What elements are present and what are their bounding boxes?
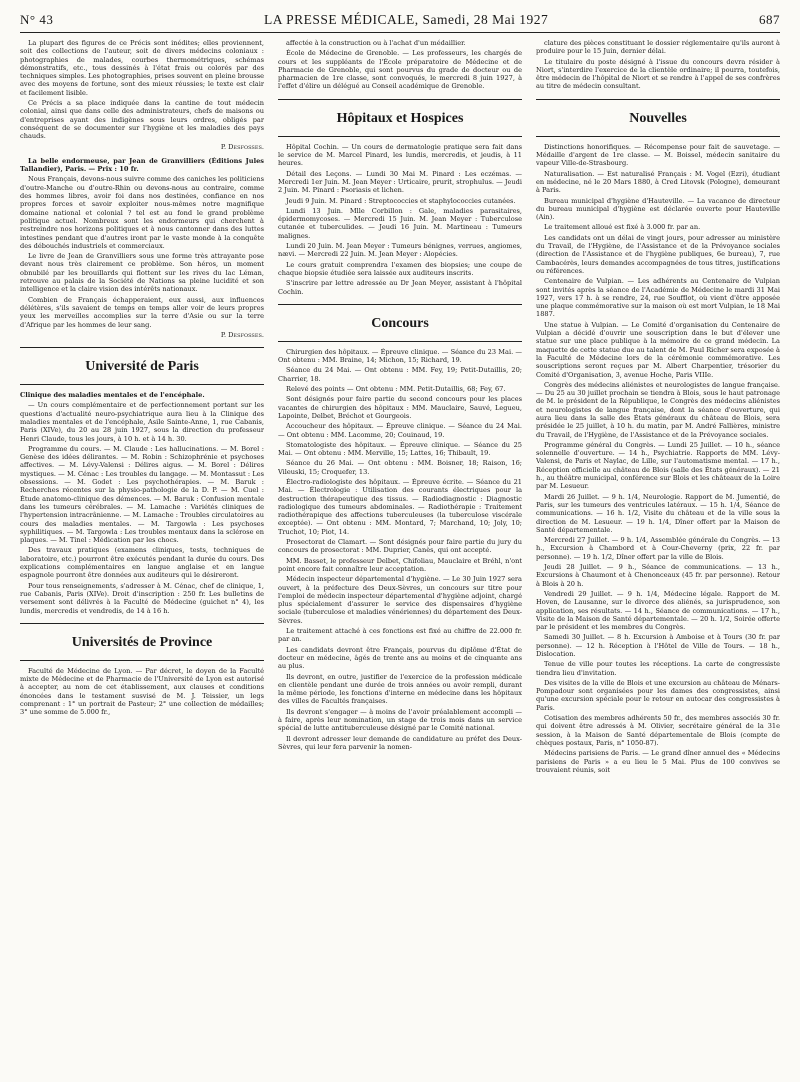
paragraph: Centenaire de Vulpian. — Les adhérents au Centenaire de Vulpian sont invités après la séance de l'Académie de Médecine le mardi 31 Mai 1927, vers 17 h. à se rendre, 24, rue Soufflot, où vient d'être apposée une plaque commémorative sur la maison où est mort Vulpian, le 18 Mai 1887.	[536, 277, 780, 319]
section-frame	[536, 99, 780, 137]
entry-title: Clinique des maladies mentales et de l'encéphale.	[20, 391, 205, 400]
paragraph: Le cours gratuit comprendra l'examen des biopsies; une coupe de chaque biopsie étudiée sera laissée aux auditeurs inscrits.	[278, 260, 522, 277]
paragraph: Ils devront s'engager — à moins de l'avoir préalablement accompli — à faire, après leur nomination, un stage de trois mois dans un service spécial de lutte antituberculeuse désigné par le Comité national.	[278, 707, 522, 733]
paragraph: affectée à la construction ou à l'achat d'un médaillier.	[286, 39, 466, 47]
paragraph: Stomatologiste des hôpitaux. — Épreuve clinique. — Séance du 25 Mai. — Ont obtenu : MM. Merville, 15; Lattes, 16; Thibault, 19.	[278, 440, 522, 458]
paragraph: Relevé des points — Ont obtenu : MM. Petit-Dutaillis, 68; Fey, 67.	[286, 385, 506, 394]
paragraph: — Un cours complémentaire et de perfectionnement portant sur les questions d'actualité neuro-psychiatrique aura lieu à la Clinique des maladies mentales et de l'encéphale, Asile Sainte-Anne, 1, rue Cabanis, Paris (XIVe), du 20 au 28 juin 1927, sous la direction du professeur Henri Claude, tous les jours, à 10 h. et à 14 h. 30.	[20, 401, 264, 443]
paragraph: Mardi 26 Juillet. — 9 h. 1/4, Neurologie. Rapport de M. Jumentié, de Paris, sur les tumeurs des ventricules latéraux. — 15 h. 1/4, Séance de communications. — 16 h. 1/2, Visite du château et de la ville sous la direction de M. Lesueur. — 19 h. 1/4, Dîner offert par la Maison de Santé départementale.	[536, 492, 780, 534]
paragraph: Ils devront, en outre, justifier de l'exercice de la profession médicale en clientèle pendant une durée de trois années ou avoir rempli, durant la même période, les fonctions d'interne en médecine dans les hôpitaux des villes de Facultés françaises.	[278, 672, 522, 706]
paragraph: Chirurgien des hôpitaux. — Épreuve clinique. — Séance du 23 Mai. — Ont obtenu : MM. Braine, 14; Michon, 15; Richard, 19.	[278, 347, 522, 365]
paragraph: Des travaux pratiques (examens cliniques, tests, techniques de laboratoire, etc.) pourront être exécutés pendant la durée du cours. Des explications complémentaires en langue anglaise et en langue espagnole pourront être données aux auditeurs qui le désireront.	[20, 546, 264, 580]
paragraph: Médecin inspecteur départemental d'hygiène. — Le 30 Juin 1927 sera ouvert, à la préfecture des Deux-Sèvres, un concours sur titre pour l'emploi de médecin inspecteur départemental d'hygiène adjoint, chargé plus spécialement d'assurer le service des dispensaires d'hygiène sociale (tuberculose et maladies vénériennes) du département des Deux-Sèvres.	[278, 575, 522, 625]
paragraph: Samedi 30 Juillet. — 8 h. Excursion à Amboise et à Tours (30 fr. par personne). — 12 h. Réception à l'Hôtel de Ville de Tours. — 18 h., Dislocation.	[536, 633, 780, 658]
paragraph: Cotisation des membres adhérents 50 fr., des membres associés 30 fr. qui doivent être adressés à M. Olivier, secrétaire général de la 31e session, à la Maison de Santé départementale de Blois (compte de chèques postaux, Paris, n° 1050-87).	[536, 714, 780, 747]
paragraph: Le titulaire du poste désigné à l'issue du concours devra résider à Niort, s'interdire l'exercice de la clientèle ordinaire; il pourra, toutefois, être médecin de l'hôpital de Niort et se rendre à l'appel de ses confrères au titre de médecin consultant.	[536, 57, 780, 91]
paragraph: Le livre de Jean de Granvilliers sous une forme très attrayante pose devant nous très clairement ce problème. Son héros, un moment obnubilé par les brouillards qui flottent sur les rives du lac Léman, retrouve au palais de la Société de Nations sa pleine lucidité et son intelligence et la claire vision des intérêts nationaux.	[20, 252, 264, 294]
paragraph: Jeudi 9 Juin. M. Pinard : Streptococcies et staphylococcies cutanées.	[286, 196, 516, 205]
page-number: 687	[758, 12, 780, 27]
paragraph: École de Médecine de Grenoble. — Les professeurs, les chargés de cours et les suppléants de l'École préparatoire de Médecine et de Pharmacie de Grenoble, qui sont pourvus du grade de docteur ou de pharmacien de 1re classe, sont convoqués, le mercredi 8 juin 1927, à l'effet d'élire un délégué au Conseil académique de Grenoble.	[278, 49, 522, 91]
section-heading: Hôpitaux et Hospices	[336, 110, 464, 126]
paragraph: Programme général du Congrès. — Lundi 25 Juillet. — 10 h., séance solennelle d'ouverture. — 14 h., Psychiatrie. Rapports de MM. Lévy-Valensi, de Paris et Naylac, de Lille, sur l'automatisme mental. — 17 h., Réception officielle au château de Blois (salle des États généraux). — 21 h., au théâtre municipal, conférence sur Blois et les châteaux de la Loire par M. Lesueur.	[536, 440, 780, 491]
paragraph: Lundi 20 Juin. M. Jean Meyer : Tumeurs bénignes, verrues, angiomes, nævi. — Mercredi 22 Juin. M. Jean Meyer : Alopécies.	[278, 242, 522, 259]
section-heading: Universités de Province	[71, 634, 213, 650]
paragraph: Les candidats devront être Français, pourvus du diplôme d'État de docteur en médecine, âgés de trente ans au moins et de cinquante ans au plus.	[278, 645, 522, 671]
paragraph: Combien de Français échapperaient, eux aussi, aux influences délétères, s'ils savaient de temps en temps aller voir de leurs propres yeux les merveilles accomplies sur la terre d'Asie ou sur la terre d'Afrique par les hommes de leur sang.	[20, 295, 264, 329]
paragraph: Pour tous renseignements, s'adresser à M. Cénac, chef de clinique, 1, rue Cabanis, Paris (XIVe). Droit d'inscription : 250 fr. Les bulletins de versement sont délivrés à la Faculté de Médecine (guichet n° 4), les lundis, mercredis et vendredis, de 14 à 16 h.	[20, 581, 264, 615]
masthead	[20, 12, 780, 33]
paragraph: Sont désignés pour faire partie du second concours pour les places vacantes de chirurgien des hôpitaux : MM. Mauclaire, Sauvé, Legueu, Lapointe, Delbet, Bréchot et Gourgeois.	[278, 395, 522, 420]
paragraph: Bureau municipal d'hygiène d'Hauteville. — La vacance de directeur du bureau municipal d'hygiène est déclarée ouverte pour Hauteville (Ain).	[536, 196, 780, 222]
paragraph: Mercredi 27 Juillet. — 9 h. 1/4, Assemblée générale du Congrès. — 13 h., Excursion à Chambord et à Cour-Cheverny (prix, 22 fr. par personne). — 19 h. 1/2, Dîner offert par la ville de Blois.	[536, 536, 780, 561]
paragraph: MM. Basset, le professeur Delbet, Chifoliau, Mauclaire et Bréhl, n'ont point encore fait connaître leur acceptation.	[278, 556, 522, 573]
paragraph: Une statue à Vulpian. — Le Comité d'organisation du Centenaire de Vulpian a décidé d'ouvrir une souscription dans le but d'élever une statue sur une place publique à la mémoire de ce grand médecin. La maquette de cette statue due au talent de M. Paul Richer sera exposée à la Faculté de Médecine lors de la cérémonie commémorative. Les souscriptions seront reçues par M. Albert Charpentier, trésorier du Comité d'Organisation, 3, avenue Hoche, Paris VIIIe.	[536, 320, 780, 379]
paragraph: Tenue de ville pour toutes les réceptions. La carte de congressiste tiendra lieu d'invitation.	[536, 660, 780, 677]
paragraph: Il devront adresser leur demande de candidature au préfet des Deux-Sèvres, qui leur fera parvenir la nomen-	[278, 734, 522, 751]
paragraph: Des visites de la ville de Blois et une excursion au château de Ménars-Pompadour sont organisées pour les dames des congressistes, ainsi qu'une excursion spéciale pour le retour en autocar des congressistes à Paris.	[536, 678, 780, 712]
paragraph: Le traitement alloué est fixé à 3.000 fr. par an.	[544, 223, 701, 232]
paragraph: Faculté de Médecine de Lyon. — Par décret, le doyen de la Faculté mixte de Médecine et de Pharmacie de l'Université de Lyon est autorisé à accepter, au nom de cet établissement, aux clauses et conditions énoncées dans le testament susvisé de M. J. Teissier, un legs comprenant : 1° un portrait de Pasteur; 2° une collection de médailles; 3° une somme de 5.000 fr.,	[20, 666, 264, 717]
paragraph: Séance du 24 Mai. — Ont obtenu : MM. Fey, 19; Petit-Dutaillis, 20; Charrier, 18.	[278, 366, 522, 383]
paragraph: Programme du cours. — M. Claude : Les hallucinations. — M. Borel : Genèse des idées délirantes. — M. Robin : Schizophrénie et psychoses affectives. — M. Lévy-Valensi : Délires aigus. — M. Borel : Délires mystiques. — M. Cénac : Les troubles du langage. — M. Montassut : Les obsessions. — M. Godet : Les psychothérapies. — M. Baruk : Recherches récentes sur la physio-pathologie de la D. P. — M. Cuel : Étude anatomo-clinique des démences. — M. Baruk : Confusion mentale dans les tumeurs cérébrales. — M. Lamache : Variétés cliniques de l'hypertension intracrânienne. — M. Lamache : Troubles circulatoires au cours des maladies mentales. — M. Targowla : Les psychoses syphilitiques. — M. Targowla : Les troubles mentaux dans la sclérose en plaques. — M. Tinel : Médication par les chocs.	[20, 444, 264, 545]
paragraph: Ce Précis a sa place indiquée dans la cantine de tout médecin colonial, ainsi que dans celle des administrateurs, chefs de maisons ou d'entreprises ayant des indigènes sous leurs ordres, obligés par conséquent de se documenter sur l'hygiène et les maladies des pays chauds.	[20, 99, 264, 141]
signature: P. Desfosses.	[220, 330, 264, 339]
paragraph: Détail des Leçons. — Lundi 30 Mai M. Pinard : Les eczémas. — Mercredi 1er Juin. M. Jean Meyer : Urticaire, prurit, strophulus. — Jeudi 2 Juin. M. Pinard : Psoriasis et lichen.	[278, 169, 522, 195]
paragraph: Jeudi 28 Juillet. — 9 h., Séance de communications. — 13 h., Excursions à Chaumont et à Chenonceaux (45 fr. par personne). Retour à Blois à 20 h.	[536, 563, 780, 588]
paragraph: Médecins parisiens de Paris. — Le grand dîner annuel des « Médecins parisiens de Paris » a eu lieu le 5 Mai. Plus de 100 convives se trouvaient réunis, soit	[536, 749, 780, 774]
issue-number: N° 43	[20, 12, 54, 27]
columns	[20, 39, 780, 1049]
section-frame	[20, 623, 264, 661]
paragraph: clature des pièces constituant le dossier réglementaire qu'ils auront à produire pour le 15 Juin, dernier délai.	[536, 39, 780, 56]
column-1	[20, 39, 264, 1049]
column-3	[536, 39, 780, 1049]
column-2	[278, 39, 522, 1049]
section-frame	[20, 347, 264, 385]
section-frame	[278, 99, 522, 137]
paragraph: Congrès des médecins aliénistes et neurologistes de langue française. — Du 25 au 30 juillet prochain se tiendra à Blois, sous le haut patronage de M. le président de la République, le Congrès des médecins aliénistes et neurologistes de langue française, dont la séance d'ouverture, qui aura lieu dans la salle des États généraux du château de Blois, sera présidée le 25 juillet, à 10 h. du matin, par M. André Fallières, ministre du Travail, de l'Hygiène, de l'Assistance et de la Prévoyance sociales.	[536, 380, 780, 439]
section-frame	[278, 304, 522, 342]
section-heading: Université de Paris	[85, 359, 199, 375]
paragraph: Vendredi 29 Juillet. — 9 h. 1/4, Médecine légale. Rapport de M. Hoven, de Lausanne, sur le divorce des aliénés, sa jurisprudence, son application, ses résultats. — 14 h., Séance de communications. — 17 h., Visite de la Maison de Santé départementale. — 20 h. 1/2, Soirée offerte par le président et les membres du Congrès.	[536, 589, 780, 632]
paragraph: Distinctions honorifiques. — Récompense pour fait de sauvetage. — Médaille d'argent de 1re classe. — M. Boissel, médecin sanitaire du vapeur Ville-de-Strasbourg.	[536, 142, 780, 168]
section-heading: Concours	[371, 315, 429, 331]
paragraph: Nous Français, devons-nous suivre comme des caniches les politiciens d'outre-Manche ou d'outre-Rhin ou devons-nous au contraire, comme des hommes libres, avoir foi dans nos destinées, confiance en nos propres forces et savoir exploiter nous-mêmes notre magnifique domaine national et colonial ? tel est au fond le grand problème politique actuel. Nombreux sont les endormeurs qui cherchent à restreindre nos horizons politiques et à nous cantonner dans des luttes intestines pendant que d'autres iront par le vaste monde à la conquête des débouchés industriels et commerciaux.	[20, 175, 264, 250]
paragraph: Accoucheur des hôpitaux. — Épreuve clinique. — Séance du 24 Mai. — Ont obtenu : MM. Lacomme, 20; Couinaud, 19.	[278, 422, 522, 439]
newspaper-page	[20, 0, 780, 1062]
paragraph: Électro-radiologiste des hôpitaux. — Épreuve écrite. — Séance du 21 Mai. — Électrologie : Utilisation des courants électriques pour la destruction thérapeutique des tissus. — Radiodiagnostic : Diagnostic radiologique des tumeurs abdominales. — Radiothérapie : Traitement radiothérapique des affections tuberculeuses (la tuberculose viscérale exceptée). — Ont obtenu : MM. Montard, 7; Marchand, 10; Joly, 10; Truchot, 10; Piot, 14.	[278, 477, 522, 536]
book-title: La belle endormeuse, par Jean de Granvilliers (Éditions Jules Tallandier), Paris. — Prix : 10 fr.	[20, 156, 264, 174]
newspaper-title: LA PRESSE MÉDICALE, Samedi, 28 Mai 1927	[264, 12, 549, 27]
section-heading: Nouvelles	[629, 110, 687, 126]
signature: P. Desfosses.	[220, 142, 264, 151]
paragraph: Séance du 26 Mai. — Ont obtenu : MM. Boisner, 18; Raison, 16; Vileuski, 15; Croquefer, 13.	[278, 459, 522, 476]
paragraph: Prosectorat de Clamart. — Sont désignés pour faire partie du jury du concours de prosectorat : MM. Duprier, Canès, qui ont accepté.	[278, 538, 522, 555]
paragraph: Lundi 13 Juin. Mlle Corbillon : Gale, maladies parasitaires, épidermomycoses. — Mercredi 15 Juin. M. Jean Meyer : Tuberculose cutanée et tuberculides. — Jeudi 16 Juin. M. Martineau : Tumeurs malignes.	[278, 206, 522, 240]
paragraph: Le traitement attaché à ces fonctions est fixé au chiffre de 22.000 fr. par an.	[278, 627, 522, 644]
paragraph: Hôpital Cochin. — Un cours de dermatologie pratique sera fait dans le service de M. Marcel Pinard, les lundis, mercredis, et jeudis, à 11 heures.	[278, 142, 522, 168]
paragraph: S'inscrire par lettre adressée au Dr Jean Meyer, assistant à l'hôpital Cochin.	[278, 279, 522, 296]
paragraph: Les candidats ont un délai de vingt jours, pour adresser au ministère du Travail, de l'Hygiène, de l'Assistance et de la Prévoyance sociales (direction de l'Assistance et de l'hygiène publiques, 6e bureau), 7, rue Cambacérès, leurs demandes accompagnées de tous titres, justifications ou références.	[536, 233, 780, 275]
paragraph: La plupart des figures de ce Précis sont inédites; elles proviennent, soit des collections de l'auteur, soit de divers médecins coloniaux : photographies de malades, courbes thermométriques, schémas démonstratifs, etc., tous dessinés à l'état frais ou colorés par des techniques simples. Les photographies, prises souvent en pleine brousse avec des moyens de fortune, sont des mieux réussies; le texte est clair et facilement lisible.	[20, 39, 264, 97]
paragraph: Naturalisation. — Est naturalisé Français : M. Vogel (Ezri), étudiant en médecine, né le 20 Mars 1880, à Cred Litovsk (Pologne), demeurant à Paris.	[536, 169, 780, 195]
